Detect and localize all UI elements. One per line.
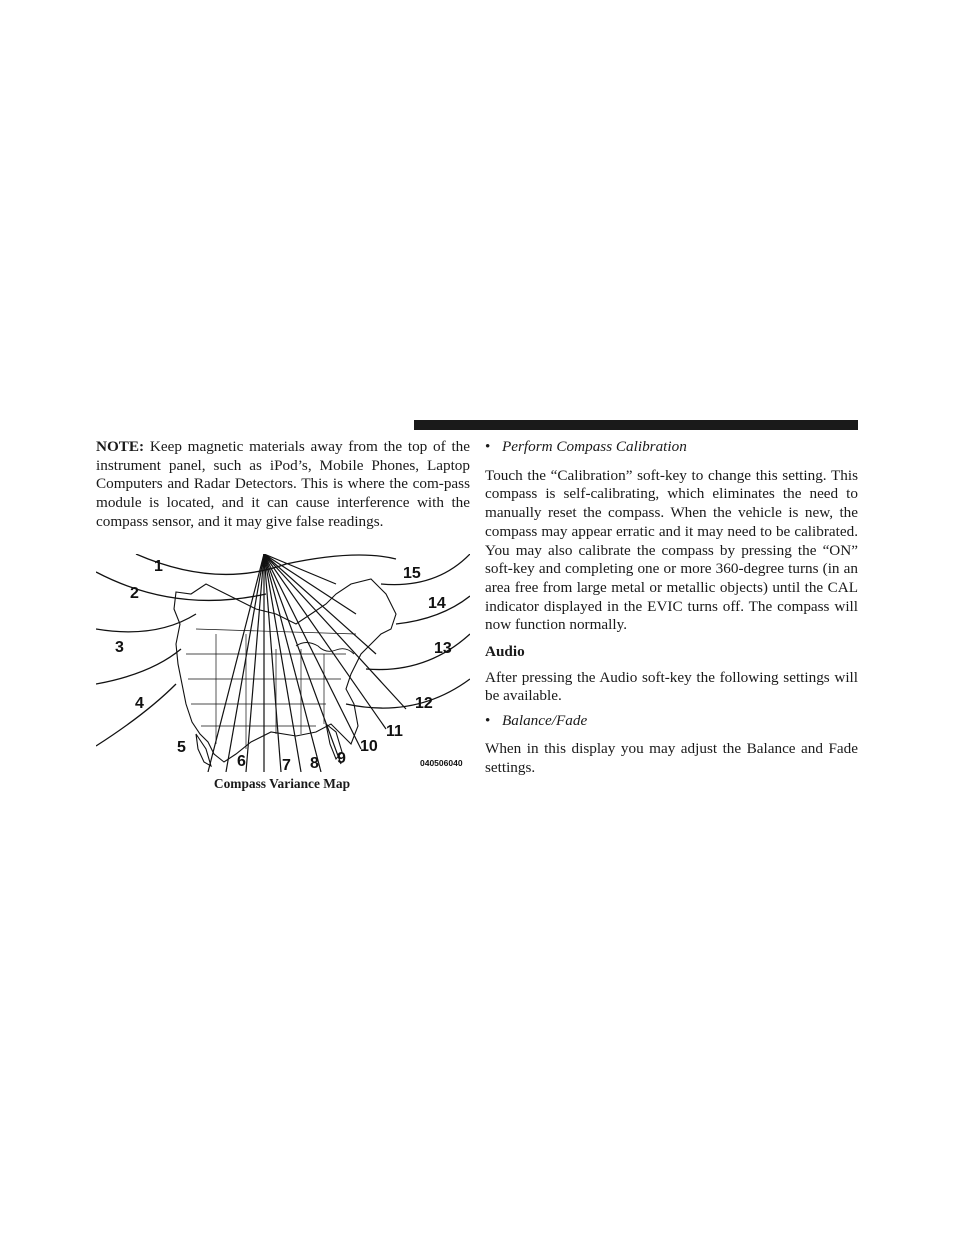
isogonic-curve	[96, 649, 181, 684]
zone-label-1: 1	[154, 558, 163, 575]
zone-label-12: 12	[415, 695, 433, 712]
zone-label-9: 9	[337, 750, 346, 767]
bullet-text: Perform Compass Calibration	[502, 438, 687, 455]
note-paragraph	[96, 438, 470, 532]
zone-label-4: 4	[135, 695, 144, 712]
isogonic-curve	[366, 634, 470, 670]
image-code: 040506040	[420, 758, 463, 768]
great-lakes	[296, 643, 354, 655]
isogonic-curve	[96, 572, 266, 600]
note-label: NOTE:	[96, 438, 145, 455]
bullet-dot: •	[485, 712, 491, 730]
zone-label-5: 5	[177, 739, 186, 756]
compass-variance-map-drawing	[96, 554, 470, 772]
right-column	[485, 438, 858, 777]
zone-label-15: 15	[403, 565, 421, 582]
zone-label-2: 2	[130, 585, 139, 602]
compass-variance-map	[96, 554, 470, 772]
bullet-text: Balance/Fade	[502, 712, 588, 730]
calibration-paragraph: Touch the “Calibration” soft-key to change this setting. This compass is self-calibrating, which eliminates the need to manually reset the compass. When the vehicle is new, the compass may appear erratic and it may need to be calibrated. You may also calibrate the compass by pressing the “ON” soft-key and completing one or more 360-degree turns (in an area free from large metal or metallic objects) until the CAL indicator displayed in the EVIC turns off. The compass will now function normally.	[485, 466, 858, 634]
section-header-bar	[414, 420, 858, 430]
note-text: Keep magnetic materials away from the top of the instrument panel, such as iPod’s, Mobile Phones, Laptop Computers and Radar Detectors. This is where the com-pass module is located, and it can cause interference with the compass sensor, and it may give false readings.	[96, 438, 470, 530]
balance-fade-paragraph: When in this display you may adjust the Balance and Fade settings.	[485, 739, 858, 776]
figure-caption: Compass Variance Map	[213, 776, 351, 791]
left-column	[96, 438, 470, 532]
bullet-dot: •	[485, 438, 491, 455]
zone-label-6: 6	[237, 753, 246, 770]
audio-heading: Audio	[485, 643, 525, 661]
audio-paragraph: After pressing the Audio soft-key the following settings will be available.	[485, 668, 858, 705]
bullet-balance-fade	[485, 712, 858, 731]
zone-label-11: 11	[386, 723, 403, 740]
baja-outline	[196, 734, 211, 766]
continent-outline	[174, 579, 396, 762]
zone-label-10: 10	[360, 738, 378, 755]
zone-label-13: 13	[434, 640, 452, 657]
zone-label-14: 14	[428, 595, 446, 612]
zone-label-3: 3	[115, 639, 124, 656]
isogonic-curve	[96, 684, 176, 746]
isogonic-curve	[96, 614, 196, 632]
zone-label-7: 7	[282, 757, 291, 772]
isogonic-curve	[346, 679, 470, 708]
zone-label-8: 8	[310, 755, 319, 772]
bullet-perform-compass-calibration	[485, 438, 858, 457]
